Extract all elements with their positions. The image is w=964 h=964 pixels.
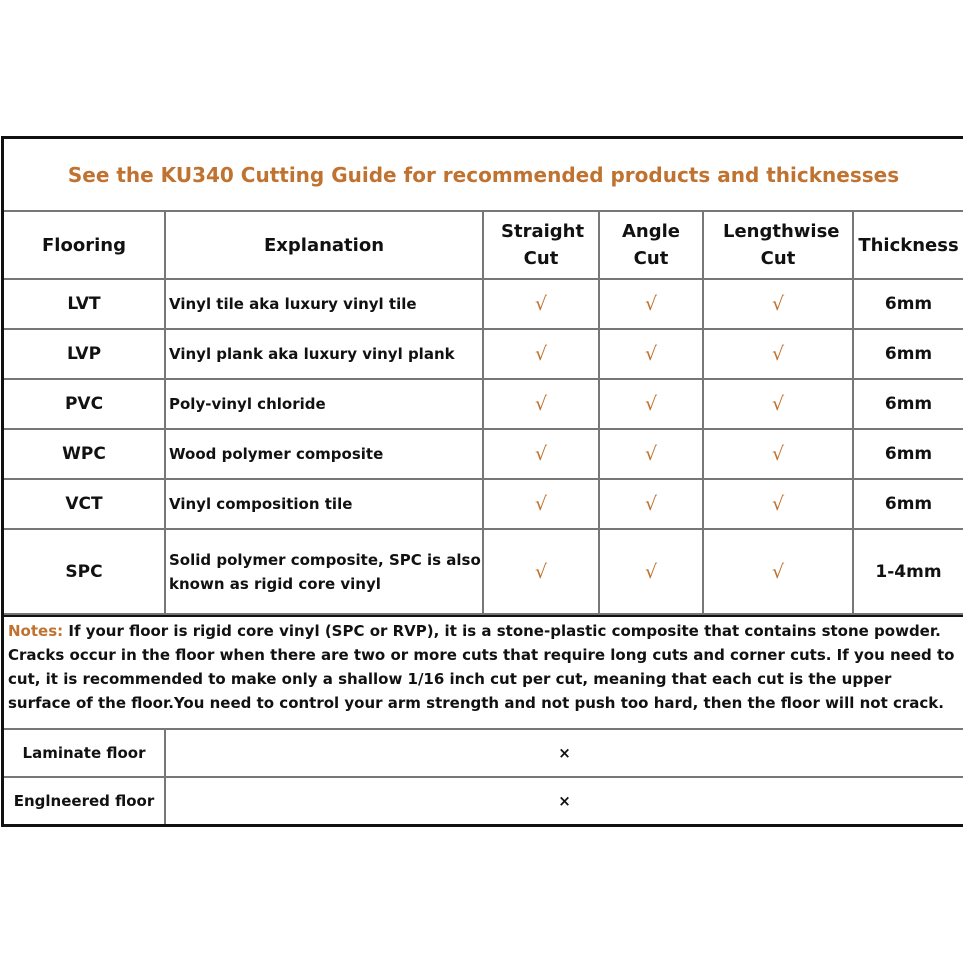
flooring-cell: WPC	[4, 429, 165, 479]
straight-cut-check-icon: √	[483, 429, 599, 479]
flooring-cell: SPC	[4, 529, 165, 614]
thickness-cell: 6mm	[853, 479, 963, 529]
angle-cut-check-icon: √	[599, 379, 703, 429]
lengthwise-cut-check-icon: √	[703, 280, 853, 329]
angle-cut-check-icon: √	[599, 329, 703, 379]
header-lengthwise-cut: Lengthwise Cut	[703, 212, 853, 279]
guide-title: See the KU340 Cutting Guide for recommended products and thicknesses	[4, 139, 963, 212]
header-flooring: Flooring	[4, 212, 165, 279]
straight-cut-check-icon: √	[483, 280, 599, 329]
explanation-cell: Vinyl composition tile	[165, 479, 483, 529]
header-angle-cut: Angle Cut	[599, 212, 703, 279]
lengthwise-cut-check-icon: √	[703, 379, 853, 429]
table-row	[4, 379, 963, 429]
table-row	[4, 429, 963, 479]
table-row	[4, 280, 963, 329]
notes-label: Notes:	[8, 622, 64, 640]
explanation-cell: Solid polymer composite, SPC is also known as rigid core vinyl	[165, 529, 483, 614]
thickness-cell: 6mm	[853, 379, 963, 429]
explanation-cell: Vinyl tile aka luxury vinyl tile	[165, 280, 483, 329]
not-supported-x-icon: ×	[165, 777, 963, 824]
thickness-cell: 6mm	[853, 280, 963, 329]
flooring-cell: LVT	[4, 280, 165, 329]
explanation-cell: Vinyl plank aka luxury vinyl plank	[165, 329, 483, 379]
unsupported-row	[4, 777, 963, 824]
header-row	[4, 212, 963, 279]
header-explanation: Explanation	[165, 212, 483, 279]
header-straight-cut: Straight Cut	[483, 212, 599, 279]
table-row	[4, 329, 963, 379]
lengthwise-cut-check-icon: √	[703, 329, 853, 379]
straight-cut-check-icon: √	[483, 479, 599, 529]
thickness-cell: 6mm	[853, 329, 963, 379]
angle-cut-check-icon: √	[599, 429, 703, 479]
flooring-rows	[4, 280, 963, 615]
thickness-cell: 1-4mm	[853, 529, 963, 614]
lengthwise-cut-check-icon: √	[703, 529, 853, 614]
angle-cut-check-icon: √	[599, 280, 703, 329]
unsupported-row	[4, 730, 963, 777]
notes-text: If your floor is rigid core vinyl (SPC or RVP), it is a stone-plastic composite that contains stone powder. Cracks occur in the floor when there are two or more cuts that require long cuts and corner cuts. If you need to cut, it is recommended to make only a shallow 1/16 inch cut per cut, meaning that each cut is the upper surface of the floor.You need to control your arm strength and not push too hard, then the floor will not crack.	[8, 622, 955, 712]
cutting-guide-table	[1, 136, 963, 827]
lengthwise-cut-check-icon: √	[703, 479, 853, 529]
flooring-cell: PVC	[4, 379, 165, 429]
explanation-cell: Wood polymer composite	[165, 429, 483, 479]
compatibility-table	[4, 212, 963, 280]
flooring-cell: VCT	[4, 479, 165, 529]
thickness-cell: 6mm	[853, 429, 963, 479]
flooring-cell: Englneered floor	[4, 777, 165, 824]
angle-cut-check-icon: √	[599, 479, 703, 529]
flooring-cell: LVP	[4, 329, 165, 379]
lengthwise-cut-check-icon: √	[703, 429, 853, 479]
straight-cut-check-icon: √	[483, 529, 599, 614]
angle-cut-check-icon: √	[599, 529, 703, 614]
table-row	[4, 529, 963, 614]
flooring-cell: Laminate floor	[4, 730, 165, 777]
header-thickness: Thickness	[853, 212, 963, 279]
not-supported-x-icon: ×	[165, 730, 963, 777]
straight-cut-check-icon: √	[483, 329, 599, 379]
table-row	[4, 479, 963, 529]
notes	[4, 615, 963, 730]
straight-cut-check-icon: √	[483, 379, 599, 429]
explanation-cell: Poly-vinyl chloride	[165, 379, 483, 429]
unsupported-table	[4, 730, 963, 824]
